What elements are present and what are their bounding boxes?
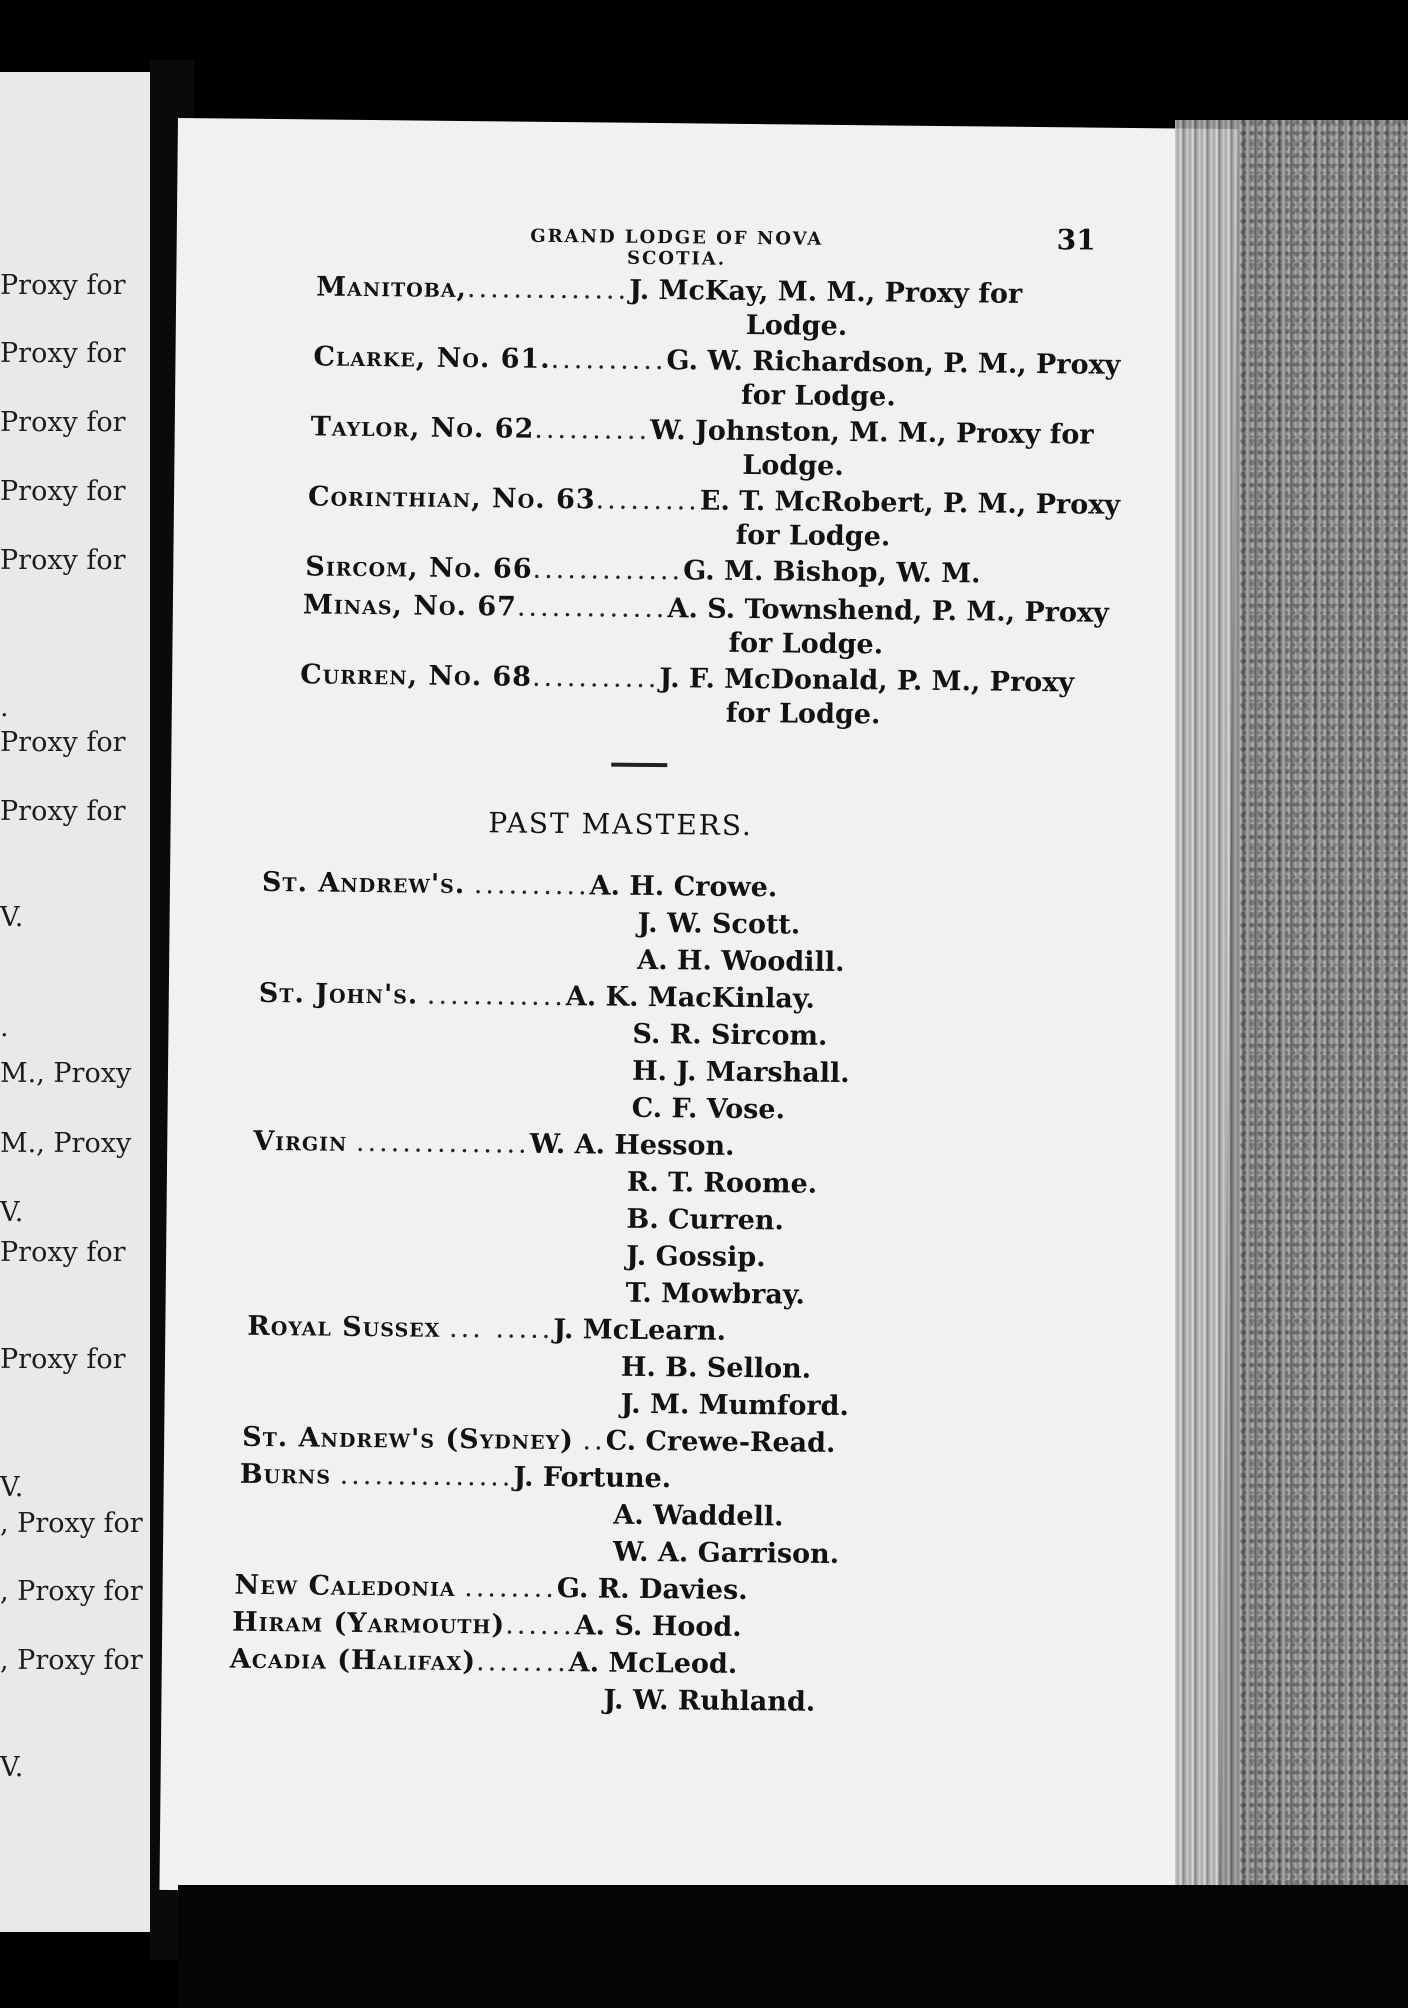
past-master-entry <box>240 1459 672 1495</box>
past-master-entry <box>234 1570 747 1606</box>
proxy-entry <box>300 659 1074 698</box>
past-master-entry <box>247 1311 726 1347</box>
left-line: Proxy for <box>0 545 126 576</box>
left-line: V. <box>0 1197 24 1228</box>
lodge-name: St. John's. <box>258 977 419 1011</box>
left-line: , Proxy for <box>0 1576 143 1607</box>
proxy-entry <box>305 551 981 589</box>
left-line: Proxy for <box>0 407 126 438</box>
master-name: J. Gossip. <box>625 1240 766 1274</box>
dot-leader: ............. <box>516 591 668 625</box>
master-name: A. S. Hood. <box>574 1610 742 1643</box>
past-master-entry <box>259 978 815 1015</box>
dot-leader: ........ <box>464 1572 558 1605</box>
master-name: C. F. Vose. <box>631 1092 786 1126</box>
lodge-name: St. Andrew's (Sydney) <box>242 1421 575 1457</box>
left-line: Proxy for <box>0 476 126 507</box>
left-line: , Proxy for <box>0 1508 143 1539</box>
past-master-entry <box>262 867 778 903</box>
past-master-entry <box>232 1607 742 1643</box>
lodge-name: Burns <box>239 1458 332 1491</box>
lodge-name: Taylor, No. 62 <box>310 411 535 445</box>
lodge-name: Virgin <box>253 1125 348 1158</box>
dot-leader: ...... <box>505 1609 575 1642</box>
left-line: V. <box>0 902 24 933</box>
representative: A. S. Townshend, P. M., Proxy <box>667 593 1109 629</box>
left-line: Proxy for <box>0 1237 126 1268</box>
left-line: V. <box>0 1472 24 1503</box>
proxy-entry <box>316 271 1022 309</box>
dot-leader: ........... <box>531 661 660 695</box>
master-name: J. Fortune. <box>513 1461 672 1495</box>
proxy-entry <box>313 341 1120 380</box>
continuation-line: Lodge. <box>745 309 848 343</box>
proxy-entry <box>308 481 1120 521</box>
past-master-entry <box>230 1644 738 1680</box>
master-name: J. M. Mumford. <box>620 1388 850 1423</box>
master-name: J. McLearn. <box>553 1313 727 1347</box>
master-name: B. Curren. <box>626 1203 785 1237</box>
continuation-line: for Lodge. <box>728 627 884 661</box>
lodge-name: Clarke, No. 61. <box>313 341 551 375</box>
master-name: J. W. Scott. <box>637 907 801 941</box>
master-name: T. Mowbray. <box>625 1277 806 1311</box>
dot-leader: ........ <box>475 1646 569 1679</box>
left-line: . <box>0 692 9 723</box>
dot-leader: ............. <box>532 553 684 587</box>
bottom-shadow <box>178 1885 1408 2008</box>
continuation-line: Lodge. <box>742 449 844 482</box>
representative: G. M. Bishop, W. M. <box>682 555 981 590</box>
dot-leader: .. <box>582 1425 606 1457</box>
section-rule <box>611 763 667 768</box>
master-name: A. K. MacKinlay. <box>565 981 815 1015</box>
master-name: H. J. Marshall. <box>631 1055 850 1090</box>
left-line: Proxy for <box>0 796 126 827</box>
representative: W. Johnston, M. M., Proxy for <box>649 414 1094 451</box>
page-edge-texture <box>1240 120 1408 1900</box>
past-masters-heading: PAST MASTERS. <box>488 806 754 843</box>
dot-leader: .............. <box>466 273 630 306</box>
left-line: Proxy for <box>0 1344 126 1375</box>
master-name: W. A. Garrison. <box>612 1536 840 1571</box>
master-name: A. H. Crowe. <box>589 870 778 904</box>
representative: E. T. McRobert, P. M., Proxy <box>699 485 1121 521</box>
lodge-name: New Caledonia <box>234 1569 456 1603</box>
master-name: A. McLeod. <box>568 1647 738 1680</box>
continuation-line: for Lodge. <box>740 379 896 413</box>
left-line: Proxy for <box>0 270 126 301</box>
lodge-name: Manitoba, <box>316 271 468 305</box>
lodge-name: Royal Sussex <box>247 1310 441 1344</box>
past-master-entry <box>242 1422 836 1459</box>
dot-leader: .......... <box>534 413 651 446</box>
dot-leader: ............... <box>355 1126 530 1160</box>
lodge-name: St. Andrew's. <box>261 866 466 901</box>
master-name: C. Crewe-Read. <box>605 1425 836 1459</box>
past-master-entry <box>253 1126 735 1162</box>
master-name: A. H. Woodill. <box>637 944 845 979</box>
running-header: GRAND LODGE OF NOVA SCOTIA. <box>530 225 824 270</box>
left-line: , Proxy for <box>0 1645 143 1676</box>
left-line: M., Proxy <box>0 1058 132 1089</box>
lodge-name: Curren, No. 68 <box>300 659 533 693</box>
master-name: W. A. Hesson. <box>529 1128 735 1162</box>
proxy-entry <box>303 589 1109 628</box>
left-line: . <box>0 1012 9 1043</box>
dot-leader: ............... <box>339 1459 514 1493</box>
representative: G. W. Richardson, P. M., Proxy <box>666 345 1121 381</box>
representative: J. F. McDonald, P. M., Proxy <box>659 663 1075 699</box>
left-page-fragment <box>0 72 158 1932</box>
left-line: M., Proxy <box>0 1128 132 1159</box>
right-page <box>159 118 1237 1901</box>
master-name: A. Waddell. <box>613 1499 784 1533</box>
master-name: S. R. Sircom. <box>632 1018 828 1052</box>
master-name: G. R. Davies. <box>556 1573 748 1607</box>
lodge-name: Acadia (Halifax) <box>229 1643 477 1678</box>
left-line: Proxy for <box>0 727 126 758</box>
dot-leader: ... ..... <box>448 1312 554 1345</box>
lodge-name: Hiram (Yarmouth) <box>232 1606 506 1641</box>
dot-leader: .......... <box>473 869 590 902</box>
left-line: V. <box>0 1752 24 1783</box>
dot-leader: ............ <box>426 979 567 1013</box>
continuation-line: for Lodge. <box>735 519 891 553</box>
representative: J. McKay, M. M., Proxy for <box>628 274 1023 310</box>
lodge-name: Minas, No. 67 <box>302 589 518 623</box>
master-name: J. W. Ruhland. <box>603 1684 816 1718</box>
dot-leader: ......... <box>595 484 701 517</box>
dot-leader: .......... <box>550 343 667 377</box>
continuation-line: for Lodge. <box>725 697 881 731</box>
page-number: 31 <box>1056 223 1096 257</box>
master-name: R. T. Roome. <box>626 1166 818 1200</box>
lodge-name: Sircom, No. 66 <box>305 551 533 585</box>
proxy-entry <box>311 411 1094 450</box>
master-name: H. B. Sellon. <box>620 1351 812 1385</box>
left-line: Proxy for <box>0 338 126 369</box>
lodge-name: Corinthian, No. 63 <box>307 481 596 516</box>
